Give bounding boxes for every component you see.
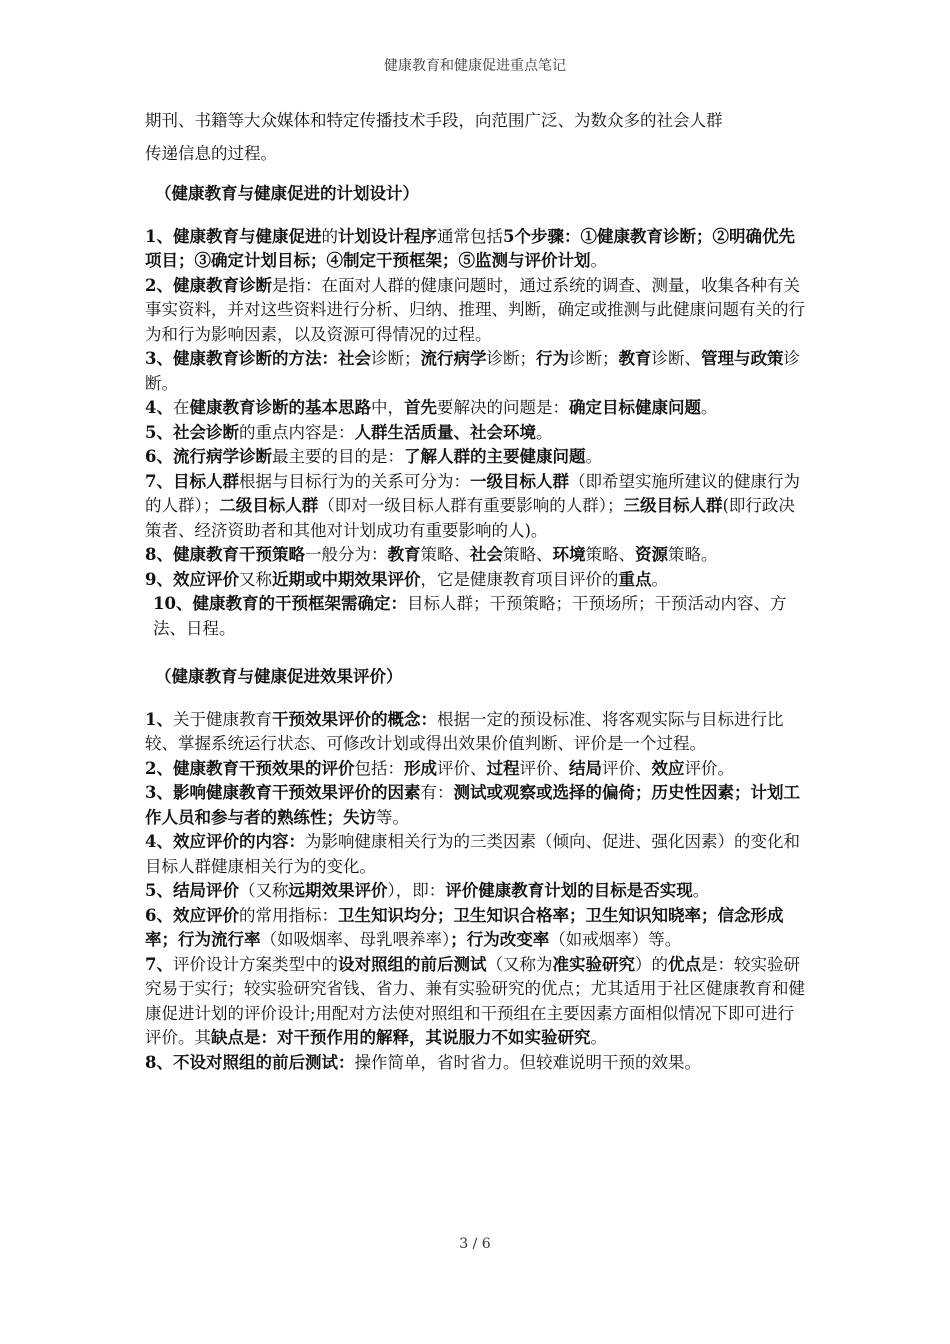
- section-heading-evaluation: （健康教育与健康促进效果评价）: [155, 667, 403, 686]
- list-item: 8、健康教育干预策略一般分为：教育策略、社会策略、环境策略、资源策略。: [145, 545, 718, 564]
- list-item: 5、结局评价（又称远期效果评价），即：评价健康教育计划的目标是否实现。: [145, 881, 710, 900]
- list-item: 5、社会诊断的重点内容是：人群生活质量、社会环境。: [145, 422, 553, 442]
- list-item: 6、效应评价的常用指标：卫生知识均分；卫生知识合格率；卫生知识知晓率；信念形成率；行为流行率（如吸烟率、母乳喂养率）；行为改变率（如戒烟率）等。: [145, 905, 784, 949]
- list-item: 1、健康教育与健康促进的计划设计程序通常包括5个步骤：①健康教育诊断；②明确优先项目；③确定计划目标；④制定干预框架；⑤监测与评价计划。: [145, 226, 795, 270]
- list-item: 7、目标人群根据与目标行为的关系可分为：一级目标人群（即希望实施所建议的健康行为的人群）；二级目标人群（即对一级目标人群有重要影响的人群）；三级目标人群(即行政决策者、经济资助者和其他对计划成功有重要影响的人)。: [145, 471, 800, 540]
- list-item: 3、影响健康教育干预效果评价的因素有：测试或观察或选择的偏倚；历史性因素；计划工作人员和参与者的熟练性；失访等。: [145, 783, 800, 827]
- list-item: 4、在健康教育诊断的基本思路中，首先要解决的问题是：确定目标健康问题。: [145, 398, 718, 417]
- list-item: 4、效应评价的内容：为影响健康相关行为的三类因素（倾向、促进、强化因素）的变化和目标人群健康相关行为的变化。: [145, 832, 800, 876]
- list-item: 2、健康教育干预效果的评价包括：形成评价、过程评价、结局评价、效应评价。: [145, 758, 734, 778]
- page-content: [145, 104, 810, 1075]
- list-item: 9、效应评价又称近期或中期效果评价，它是健康教育项目评价的重点。: [145, 569, 668, 589]
- list-item: 6、流行病学诊断最主要的目的是：了解人群的主要健康问题。: [145, 447, 602, 466]
- list-item: 3、健康教育诊断的方法：社会诊断；流行病学诊断；行为诊断；教育诊断、管理与政策诊断。: [145, 349, 800, 393]
- section-heading-plan-design: （健康教育与健康促进的计划设计）: [155, 184, 419, 203]
- page-number: 3 / 6: [459, 1236, 491, 1252]
- list-item: 1、关于健康教育干预效果评价的概念：根据一定的预设标准、将客观实际与目标进行比较、掌握系统运行状态、可修改计划或得出效果价值判断、评价是一个过程。: [145, 709, 784, 753]
- intro-paragraph: 期刊、书籍等大众媒体和特定传播技术手段，向范围广泛、为数众多的社会人群 传递信息的过程。: [145, 111, 723, 163]
- list-item: 7、评价设计方案类型中的设对照组的前后测试（又称为准实验研究）的优点是：较实验研究易于实行；较实验研究省钱、省力、兼有实验研究的优点；尤其适用于社区健康教育和健康促进计划的评价设计;用配对方法使对照组和干预组在主要因素方面相似情况下即可进行评价。其缺点是：对干预作用的解释，其说服力不如实验研究。: [145, 954, 805, 1047]
- page-header: 健康教育和健康促进重点笔记: [384, 58, 566, 74]
- list-item: 2、健康教育诊断是指：在面对人群的健康问题时，通过系统的调查、测量，收集各种有关事实资料，并对这些资料进行分析、归纳、推理、判断，确定或推测与此健康问题有关的行为和行为影响因素，以及资源可得情况的过程。: [145, 275, 805, 344]
- list-item: 8、不设对照组的前后测试：操作简单，省时省力。但较难说明干预的效果。: [145, 1052, 701, 1072]
- list-item: 10、健康教育的干预框架需确定：目标人群；干预策略；干预场所；干预活动内容、方法、日程。: [153, 594, 787, 638]
